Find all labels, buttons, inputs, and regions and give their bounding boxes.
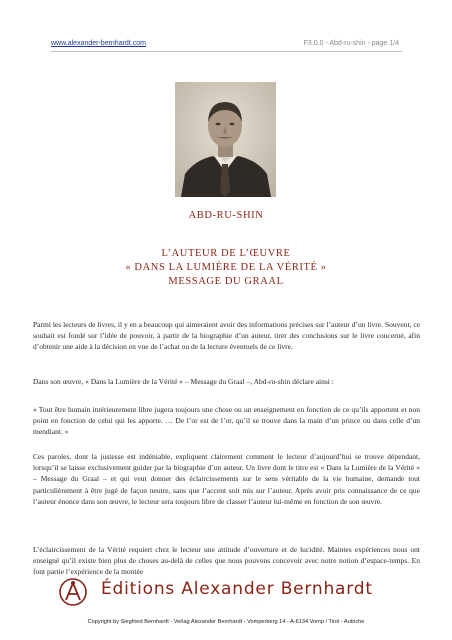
paragraph-2: Dans son œuvre, « Dans la Lumière de la Vérité » – Message du Graal –, Abd-ru-shin déclare ainsi : xyxy=(33,377,334,386)
publisher-logo xyxy=(53,577,409,607)
publisher-emblem-icon xyxy=(53,577,93,607)
page-info: F3.0.0 - Abd-ru-shin - page 1/4 xyxy=(303,40,399,47)
quote-paragraph: « Tout être humain intérieurement libre jugera toujours une chose ou un enseignement en fonction de ce qu’ils apportent et non point en fonction de celui qui les apporte. … De l’or est de l’or, qu’il se trouve dans la main d’un prince ou dans celle d’un mendiant. » xyxy=(33,405,420,437)
title-line-1: L’AUTEUR DE L’ŒUVRE xyxy=(161,248,291,259)
copyright-footer: Copyright by Siegfried Bernhardt - Verlag Alexander Bernhardt - Vomperberg 14 - A-6134 Vomp / Tirol - Autriche xyxy=(87,619,365,625)
author-portrait xyxy=(175,82,276,197)
author-name: ABD-RU-SHIN xyxy=(188,210,264,221)
title-line-3: MESSAGE DU GRAAL xyxy=(168,276,284,287)
publisher-name: Éditions Alexander Bernhardt xyxy=(101,579,373,599)
paragraph-5: L’éclaircissement de la Vérité requiert chez le lecteur une attitude d’ouverture et de lucidité. Maintes expériences nous ont enseigné qu’il existe bien plus de choses au-delà de celles que nous pouvons concevoir avec notre notion d’espace-temps. En font partie l’expérience de la montée xyxy=(33,545,420,577)
paragraph-1: Parmi les lecteurs de livres, il y en a beaucoup qui aimeraient avoir des informations précises sur l’auteur d’un livre. Souvent, ce souhait est fondé sur l’idée de pouvoir, à partir de la biographie d’un auteur, tirer des conclusions sur le livre concerné, afin d’obtenir une aide à la décision en vue de l’achat ou de la lecture éventuels de ce livre. xyxy=(33,320,420,352)
header-divider xyxy=(51,51,402,52)
website-link[interactable]: www.alexander-bernhardt.com xyxy=(51,40,146,47)
paragraph-4: Ces paroles, dont la justesse est indéniable, expliquent clairement comment le lecteur d’aujourd’hui se trouve dépendant, lorsqu’il se laisse exclusivement guider par la biographie d’un auteur. Un livre dont le titre est « Dans la Lumière de la Vérité » – Message du Graal – et qui veut donner des éclaircissements sur le sens véritable de la vie humaine, demande tout particulièrement à être jugé de façon neutre, sans que l’accent soit mis sur l’auteur. Après avoir pris connaissance de ce que l’auteur énonce dans son œuvre, le lecteur sera toujours libre de classer l’auteur lui-même en fonction de son œuvre. xyxy=(33,452,420,506)
title-line-2: « DANS LA LUMIÈRE DE LA VÉRITÉ » xyxy=(125,262,327,273)
portrait-photo xyxy=(175,82,276,197)
